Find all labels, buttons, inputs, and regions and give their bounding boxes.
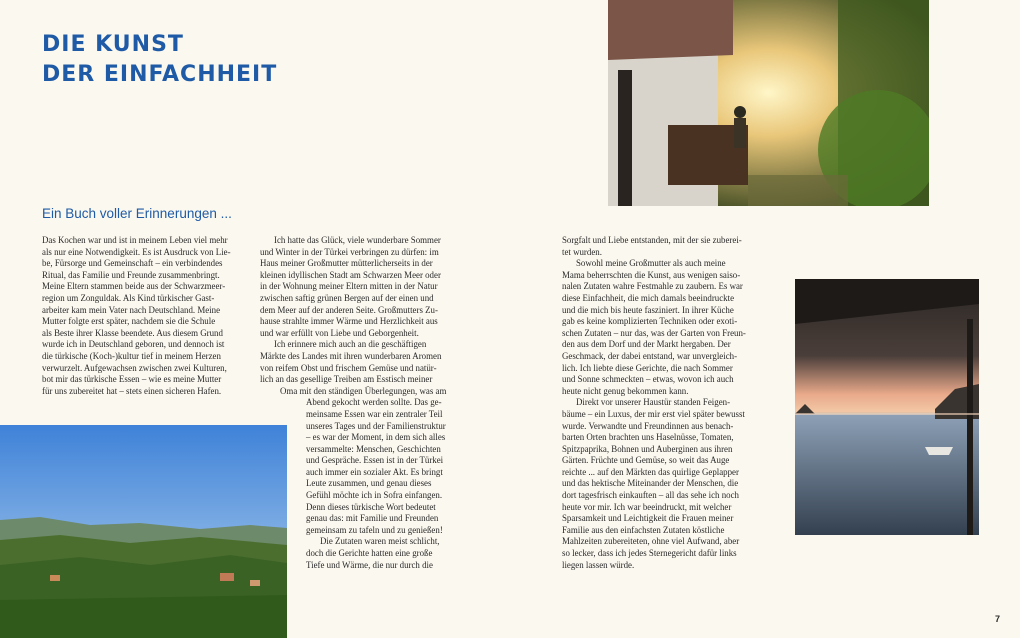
text-line: Das Kochen war und ist in meinem Leben viel mehr — [42, 235, 228, 245]
text-line: meinsame Essen war ein zentraler Teil — [306, 408, 443, 419]
text-column-2 — [260, 235, 455, 571]
text-line: und Gespräche. Essen ist in der Türkei — [306, 455, 444, 466]
text-line: Direkt vor unserer Haustür standen Feigen- — [576, 397, 731, 408]
text-line: verwurzelt. Aufgewachsen zwischen zwei Kulturen, — [42, 362, 227, 373]
text-line: zwischen saftig grünen Bergen auf der einen und — [260, 292, 434, 303]
text-line: tet wurden. — [562, 246, 602, 257]
text-line: von reifem Obst und frischem Gemüse und natür- — [260, 362, 437, 373]
text-line: Ich hatte das Glück, viele wunderbare Sommer — [274, 235, 441, 245]
text-line: die türkische (Koch-)kultur tief in meinem Herzen — [42, 350, 221, 361]
text-line: Ich erinnere mich auch an die geschäftigen — [274, 339, 427, 350]
text-line: liegen lassen würde. — [562, 559, 635, 570]
text-line: Oma mit den ständigen Überlegungen, was am — [280, 385, 447, 396]
text-line: dem Meer auf der anderen Seite. Großmutters Zu- — [260, 304, 438, 315]
hills-landscape-photo — [0, 425, 287, 638]
text-line: Gefühl möchte ich in Sofra einfangen. — [306, 490, 443, 501]
text-line: und war erfüllt von Liebe und Geborgenheit. — [260, 327, 419, 338]
text-line: schen Zutaten – nur das, was der Garten von Freun- — [562, 327, 746, 338]
text-line: als nur eine Notwendigkeit. Es ist Ausdruck von Lie- — [42, 246, 231, 257]
garden-sunset-photo — [608, 0, 929, 206]
text-line: Sparsamkeit und Leichtigkeit die Frauen meiner — [562, 513, 734, 524]
text-line: Meine Eltern stammen beide aus der Schwarzmeer- — [42, 281, 226, 292]
text-line: für uns zubereitet hat – stets einen sicheren Hafen. — [42, 385, 222, 396]
text-line: doch die Gerichte hatten eine große — [306, 548, 433, 559]
text-line: und das hektische Miteinander der Menschen, die — [562, 478, 739, 489]
text-line: Mama beherrschten die Kunst, aus wenigen saiso- — [562, 269, 741, 280]
text-line: lich an das gesellige Treiben am Esstisch meiner — [260, 374, 433, 385]
text-line: als Beste ihrer Klasse beendete. Aus diesem Grund — [42, 327, 223, 338]
text-line: hause strahlte immer Wärme und Herzlichkeit aus — [260, 316, 438, 327]
text-line: dort tagesfrisch einkauften – all das sehe ich noch — [562, 490, 739, 501]
text-line: diese Einfachheit, die mich damals beeindruckte — [562, 292, 735, 303]
text-line: den aus dem Dorf und der Markt hergaben. Der — [562, 339, 731, 350]
title-line-2: DER EINFACHHEIT — [42, 62, 278, 87]
sea-sunset-photo — [795, 279, 979, 535]
text-line: Leute zusammen, und genau dieses — [306, 478, 432, 489]
text-line: Haus meiner Großmutter mütterlicherseits in der — [260, 258, 433, 269]
text-line: so lecker, dass ich jedes Sternegericht dafür links — [562, 548, 737, 559]
text-line: kleinen idyllischen Stadt am Schwarzen Meer oder — [260, 269, 441, 280]
text-line: be, Fürsorge und Gemeinschaft – ein verbindendes — [42, 258, 223, 269]
text-line: Sowohl meine Großmutter als auch meine — [576, 258, 726, 269]
text-line: Gärten. Früchte und Gemüse, so weit das Auge — [562, 455, 730, 466]
text-line: nalen Zutaten wahre Festmahle zu zaubern. Es war — [562, 281, 743, 292]
text-line: Die Zutaten waren meist schlicht, — [320, 536, 440, 547]
text-line: – es war der Moment, in dem sich alles — [306, 432, 446, 443]
text-line: Mutter folgte erst später, nachdem sie die Schule — [42, 316, 216, 327]
text-column-1 — [42, 235, 242, 397]
text-line: Spitzpaprika, Bohnen und Auberginen aus ihren — [562, 443, 733, 454]
text-line: genau das: mit Familie und Freunden — [306, 513, 439, 524]
text-line: bot mir das türkische Essen – wie es meine Mutter — [42, 374, 222, 385]
text-line: Tiefe und Wärme, die nur durch die — [306, 559, 433, 570]
text-line: arbeiter kam mein Vater nach Deutschland. Meine — [42, 304, 221, 315]
text-line: heute vor mir. Ich war beeindruckt, mit welcher — [562, 501, 732, 512]
text-line: reichte ... auf den Märkten das quirlige Geplapper — [562, 466, 739, 477]
text-line: Ritual, das Familie und Freunde zusammenbringt. — [42, 269, 220, 280]
text-line: Abend gekocht werden sollte. Das ge- — [306, 397, 442, 408]
text-line: lich. Ich liebte diese Gerichte, die nach Sommer — [562, 362, 733, 373]
text-line: und Sonne schmeckten – etwas, wovon ich auch — [562, 374, 734, 385]
text-column-3 — [562, 235, 760, 571]
text-line: Denn dieses türkische Wort bedeutet — [306, 501, 436, 512]
text-line: gemeinsam zu tafeln und zu genießen! — [306, 524, 443, 535]
text-line: wurde. Verwandte und Freundinnen aus benach- — [562, 420, 734, 431]
text-line: barten Orten brachten uns Haselnüsse, Tomaten, — [562, 432, 734, 443]
title-line-1: DIE KUNST — [42, 32, 184, 57]
text-line: gab es keine komplizierten Techniken oder exoti- — [562, 316, 738, 327]
text-line: region um Zonguldak. Als Kind türkischer Gast- — [42, 292, 215, 303]
text-line: unseres Tages und der Familienstruktur — [306, 420, 446, 431]
text-line: und Winter in der Türkei verbringen zu dürfen: im — [260, 246, 439, 257]
text-line: Sorgfalt und Liebe entstanden, mit der sie zuberei- — [562, 235, 742, 245]
text-line: Geschmack, der dabei entstand, war unvergleich- — [562, 350, 738, 361]
text-line: und die mich bis heute fasziniert. In ihrer Küche — [562, 304, 734, 315]
text-line: in der Wohnung meiner Eltern mitten in der Natur — [260, 281, 438, 292]
section-subtitle: Ein Buch voller Erinnerungen ... — [42, 206, 232, 221]
text-line: bäume – ein Luxus, der mir erst viel später bewusst — [562, 408, 745, 419]
text-line: wurde ich in Deutschland geboren, und dennoch ist — [42, 339, 225, 350]
page-title — [42, 30, 277, 90]
text-line: heute nicht genug bekommen kann. — [562, 385, 689, 396]
text-line: auch immer ein sozialer Akt. Es bringt — [306, 466, 443, 477]
text-line: Mahlzeiten zubereiteten, ohne viel Aufwand, aber — [562, 536, 740, 547]
page-number: 7 — [994, 614, 1000, 624]
text-line: Märkte des Landes mit ihren wunderbaren Aromen — [260, 350, 442, 361]
text-line: versammelte: Menschen, Geschichten — [306, 443, 441, 454]
text-line: Familie aus den einfachsten Zutaten köstliche — [562, 524, 725, 535]
